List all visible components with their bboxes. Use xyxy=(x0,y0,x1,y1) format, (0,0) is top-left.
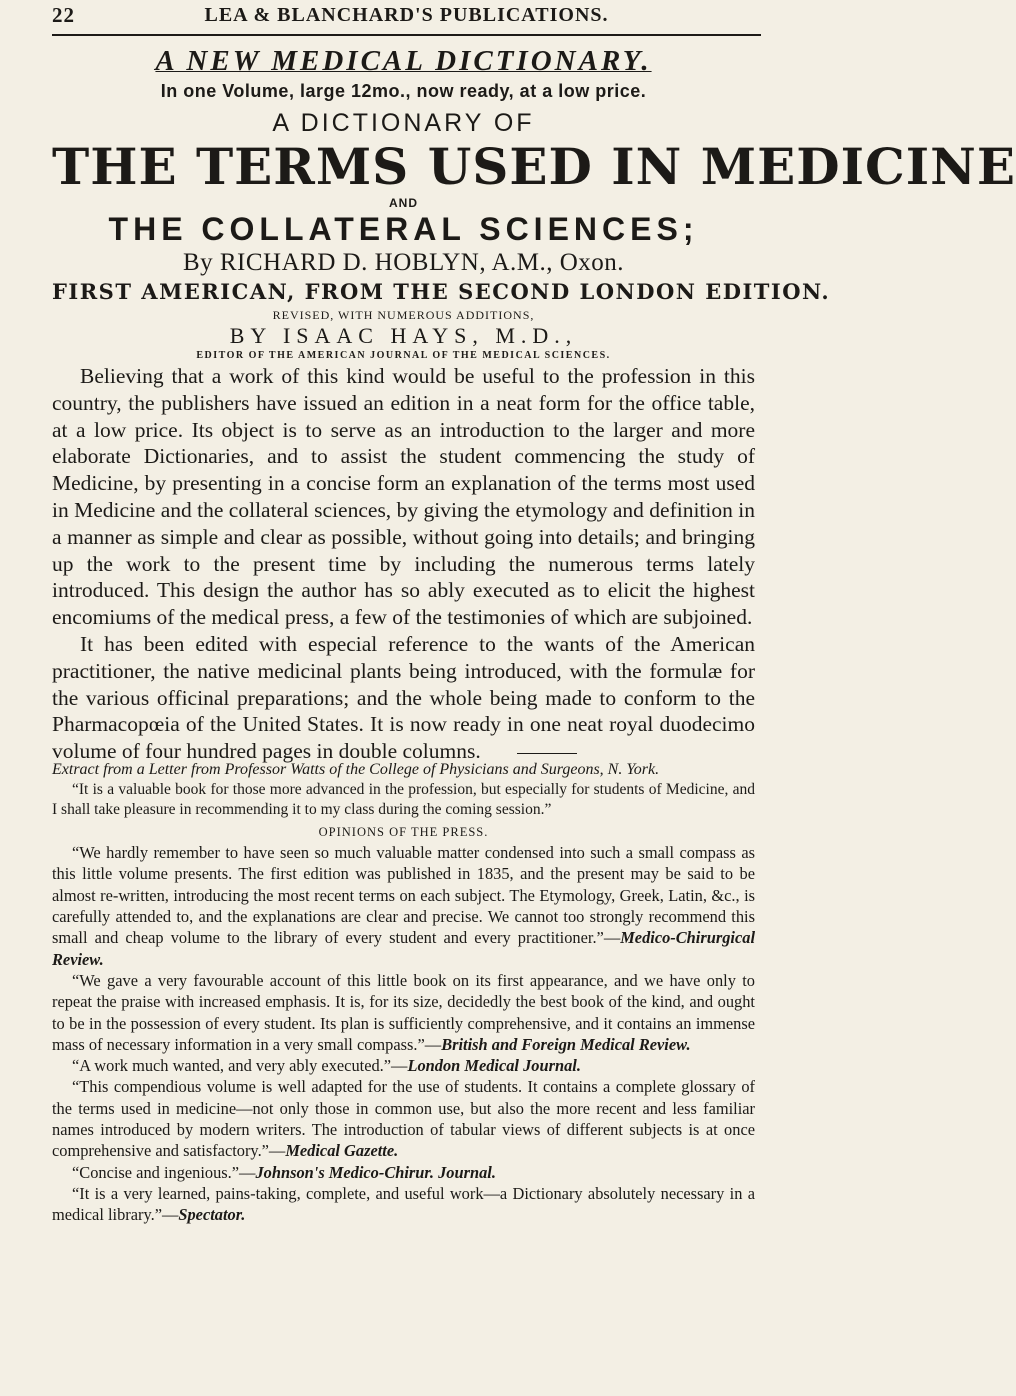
advert-subtitle: In one Volume, large 12mo., now ready, at a low price. xyxy=(160,81,647,101)
section-divider xyxy=(517,753,577,754)
collateral-sciences-line: THE COLLATERAL SCIENCES; xyxy=(108,211,699,247)
editor-affiliation: EDITOR OF THE AMERICAN JOURNAL OF THE MEDICAL SCIENCES. xyxy=(196,350,611,361)
quote-source: London Medical Journal. xyxy=(407,1056,581,1076)
author-line: By RICHARD D. HOBLYN, A.M., Oxon. xyxy=(182,249,625,276)
quote-source: Spectator. xyxy=(178,1205,246,1225)
body-paragraph-1: Believing that a work of this kind would be useful to the profession in this country, the publishers have issued an edition in a neat form for the office table, at a low price. Its object is to serve as an introduction to the larger and more elaborate Dictionaries, and to assist the student commencing the study of Medicine, by presenting in a concise form an explanation of the terms most used in Medicine and the collateral sciences, by giving the etymology and definition in a manner as simple and clear as possible, without going into details; and bringing up the work to the present time by including the numerous terms lately introduced. This design the author has so ably executed as to elicit the highest encomiums of the medical press, a few of the testimonies of which are subjoined. xyxy=(52,364,755,630)
running-head xyxy=(52,0,761,36)
editor-line: BY ISAAC HAYS, M.D., xyxy=(229,323,578,348)
body-paragraph-2: It has been edited with especial reference to the wants of the American practitioner, the native medicinal plants being introduced, with the formulæ for the various officinal preparations; and the whole being made to conform to the Pharmacopœia of the United States. It is now ready in one neat royal duodecimo volume of four hundred pages in double columns. xyxy=(52,631,755,764)
quote-text: “This compendious volume is well adapted for the use of students. It contains a complete glossary of the terms used in medicine—not only those in common use, but also the more recent and less familiar names introduced by modern writers. The introduction of tabular views of different subjects is at once comprehensive and satisfactory.”— xyxy=(52,1077,755,1161)
quote-text: “Concise and ingenious.”— xyxy=(72,1162,256,1182)
advert-title: A NEW MEDICAL DICTIONARY. xyxy=(155,45,652,77)
press-quote xyxy=(52,1076,755,1161)
press-quote xyxy=(52,842,755,970)
press-heading: OPINIONS OF THE PRESS. xyxy=(318,825,489,840)
and-line: AND xyxy=(389,196,418,210)
quote-source: British and Foreign Medical Review. xyxy=(441,1034,691,1054)
revised-line: REVISED, WITH NUMEROUS ADDITIONS, xyxy=(272,308,535,322)
extract-text: “It is a valuable book for those more advanced in the profession, but especially for students of Medicine, and I shall take pleasure in recommending it to my class during the coming session.” xyxy=(52,780,755,818)
book-title: THE TERMS USED IN MEDICINE xyxy=(52,137,1016,196)
extract-heading: Extract from a Letter from Professor Watts of the College of Physicians and Surgeons, N. York. xyxy=(52,760,660,778)
quote-source: Johnson's Medico-Chirur. Journal. xyxy=(255,1162,496,1182)
edition-line: FIRST AMERICAN, FROM THE SECOND LONDON EDITION. xyxy=(52,279,831,304)
press-quote xyxy=(52,1055,755,1076)
dictionary-of-line: A DICTIONARY OF xyxy=(272,109,535,137)
quote-source: Medico-Chirurgical Review. xyxy=(52,928,755,969)
page-number: 22 xyxy=(52,3,75,27)
press-quote xyxy=(52,970,755,1055)
press-quote xyxy=(52,1183,755,1226)
quote-source: Medical Gazette. xyxy=(285,1141,399,1161)
press-quote xyxy=(52,1162,755,1183)
quote-text: “We gave a very favourable account of this little book on its first appearance, and we have only to repeat the praise with increased emphasis. It is, for its size, decidedly the best book of the kind, and ought to be in the possession of every student. Its plan is sufficiently comprehensive, and it contains an immense mass of necessary information in a very small compass.”— xyxy=(52,970,755,1054)
quote-text: “It is a very learned, pains-taking, complete, and useful work—a Dictionary absolutely necessary in a medical library.”— xyxy=(52,1183,755,1225)
quote-text: “We hardly remember to have seen so much valuable matter condensed into such a small compass as this little volume presents. The first edition was published in 1835, and the present may be said to be almost re-written, introducing the most recent terms on each subject. The Etymology, Greek, Latin, &c., is carefully attended to, and the explanations are clear and precise. We cannot too strongly recommend this small and cheap volume to the library of every student and every practitioner.”— xyxy=(52,843,755,948)
quote-text: “A work much wanted, and very ably executed.”— xyxy=(72,1056,408,1076)
running-head-title: LEA & BLANCHARD'S PUBLICATIONS. xyxy=(204,4,609,26)
